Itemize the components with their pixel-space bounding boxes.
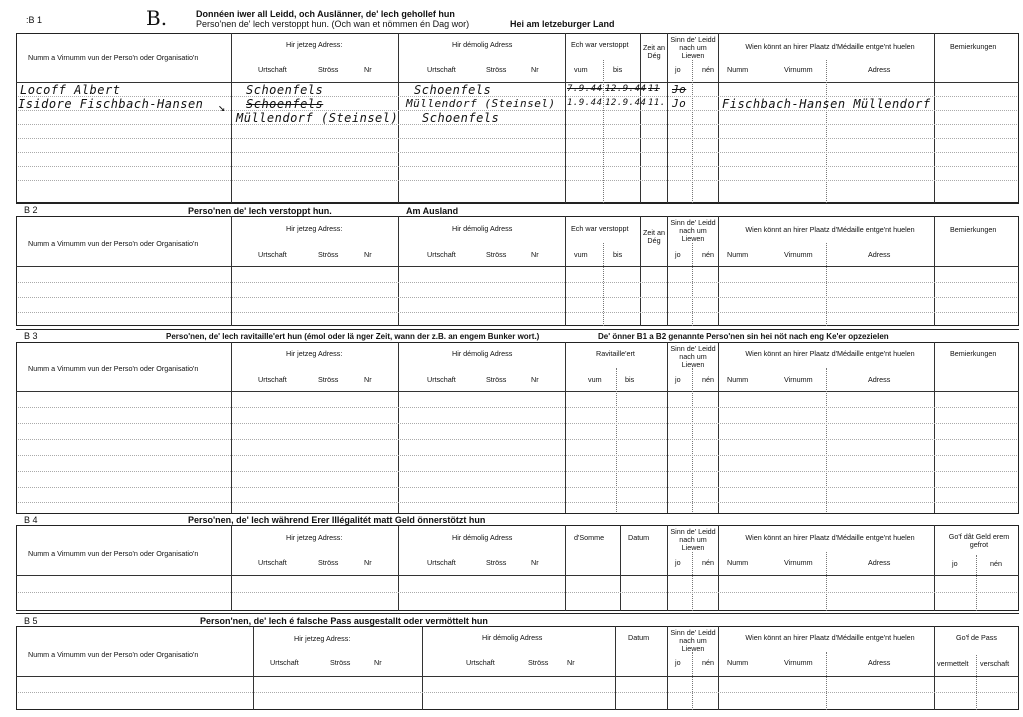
b2-hdr-days: Zeit an Dég xyxy=(643,228,665,245)
b1-hdr-mfirst: Virnumm xyxy=(784,65,813,74)
b5-hdr-no: nén xyxy=(702,658,714,667)
b4-hdr-town2: Urtschaft xyxy=(427,558,456,567)
b4-hdr-former: Hir démolig Adress xyxy=(452,533,513,542)
b4-hdr-street2: Ströss xyxy=(486,558,507,567)
b2-hdr-street2: Ströss xyxy=(486,250,507,259)
b1-hdr-medal: Wien könnt an hirer Plaatz d'Médaille entge'nt huelen xyxy=(745,42,915,51)
b5-hdr-former: Hir démolig Adress xyxy=(482,633,543,642)
b4-hdr-date: Datum xyxy=(628,533,650,542)
b2-place: Am Ausland xyxy=(406,206,459,216)
b1-hdr-from: vum xyxy=(574,65,588,74)
entry-until-2: 12.9.44 xyxy=(605,98,647,108)
b5-hdr-date: Datum xyxy=(628,633,650,642)
b1-hdr-street2: Ströss xyxy=(486,65,507,74)
b2-hdr-medal: Wien könnt an hirer Plaatz d'Médaille entge'nt huelen xyxy=(745,225,915,234)
b4-hdr-suffered: Sinn de' Leidd nach um Liewen xyxy=(670,527,716,552)
b2-hdr-town: Urtschaft xyxy=(258,250,287,259)
b2-hdr-maddress: Adress xyxy=(868,250,891,259)
b2-hdr-nr: Nr xyxy=(364,250,372,259)
b4-hdr-mfirst: Virnumm xyxy=(784,558,813,567)
b3-hdr-from: vum xyxy=(588,375,602,384)
b2-label: B 2 xyxy=(24,205,38,215)
entry-old-2: Müllendorf (Steinsel) xyxy=(406,97,556,110)
b5-hdr-mname: Numm xyxy=(727,658,749,667)
b2-hdr-hidden: Ech war verstoppt xyxy=(571,224,629,233)
b2-hdr-street: Ströss xyxy=(318,250,339,259)
b5-hdr-passport: Go'f de Pass xyxy=(956,633,997,642)
b5-hdr-town: Urtschaft xyxy=(270,658,299,667)
b5-hdr-maddress: Adress xyxy=(868,658,891,667)
b3-hdr-supplied: Ravitaille'ert xyxy=(596,349,635,358)
b2-hdr-suffered: Sinn de' Leidd nach um Liewen xyxy=(670,218,716,243)
intro-place: Hei am letzeburger Land xyxy=(510,19,615,29)
b1-hdr-yes: jo xyxy=(675,65,681,74)
b5-title-bar xyxy=(16,613,1019,627)
b2-hdr-mfirst: Virnumm xyxy=(784,250,813,259)
b2-hdr-current: Hir jetzeg Adress: xyxy=(286,224,343,233)
b1-hdr-town2: Urtschaft xyxy=(427,65,456,74)
page-id: :B 1 xyxy=(26,15,43,25)
b3-hdr-town: Urtschaft xyxy=(258,375,287,384)
b3-hdr-name: Numm a Virnumm vun der Perso'n oder Organisatio'n xyxy=(28,364,199,373)
entry-days-1: 11 xyxy=(648,84,660,94)
b4-hdr-current: Hir jetzeg Adress: xyxy=(286,533,343,542)
b2-hdr-nr2: Nr xyxy=(531,250,539,259)
b3-hdr-no: nén xyxy=(702,375,714,384)
b5-hdr-yes: jo xyxy=(675,658,681,667)
b2-hdr-no: nén xyxy=(702,250,714,259)
entry-days-2: 11. xyxy=(648,98,666,108)
b1-hdr-name: Numm a Virnumm vun der Perso'n oder Organisatio'n xyxy=(28,53,199,62)
b3-note: De' önner B1 a B2 genannte Perso'nen sin hei nöt nach eng Ke'er opzezielen xyxy=(598,332,889,341)
b5-hdr-nr2: Nr xyxy=(567,658,575,667)
entry-name-2: Isidore Fischbach-Hansen xyxy=(18,97,204,111)
b3-hdr-street2: Ströss xyxy=(486,375,507,384)
b3-title: Perso'nen, de' lech ravitaille'ert hun (émol oder lä nger Zeit, wann der z.B. an engem Bunker wort.) xyxy=(166,332,540,341)
b1-hdr-former: Hir démolig Adress xyxy=(452,40,513,49)
b4-hdr-no2: nén xyxy=(990,559,1002,568)
b1-hdr-no: nén xyxy=(702,65,714,74)
b3-hdr-mfirst: Virnumm xyxy=(784,375,813,384)
b3-hdr-until: bis xyxy=(625,375,635,384)
entry-from-2: 1.9.44 xyxy=(567,98,603,108)
b3-hdr-suffered: Sinn de' Leidd nach um Liewen xyxy=(670,344,716,369)
b3-hdr-medal: Wien könnt an hirer Plaatz d'Médaille entge'nt huelen xyxy=(745,349,915,358)
b4-hdr-town: Urtschaft xyxy=(258,558,287,567)
b1-hdr-mname: Numm xyxy=(727,65,749,74)
b1-hdr-hidden: Ech war verstoppt xyxy=(571,40,629,49)
b1-hdr-days: Zeit an Dég xyxy=(643,43,665,60)
b4-hdr-nr2: Nr xyxy=(531,558,539,567)
b4-hdr-name: Numm a Virnumm vun der Perso'n oder Organisatio'n xyxy=(28,549,199,558)
b2-hdr-name: Numm a Virnumm vun der Perso'n oder Organisatio'n xyxy=(28,239,199,248)
b5-hdr-suffered: Sinn de' Leidd nach um Liewen xyxy=(670,628,716,653)
b2-title: Perso'nen de' lech verstoppt hun. xyxy=(188,206,332,216)
b3-hdr-mname: Numm xyxy=(727,375,749,384)
b2-hdr-until: bis xyxy=(613,250,623,259)
b3-hdr-street: Ströss xyxy=(318,375,339,384)
form-letter: B. xyxy=(146,6,168,30)
b3-label: B 3 xyxy=(24,331,38,341)
b3-hdr-remarks: Bemierkungen xyxy=(950,349,997,358)
b5-hdr-street2: Ströss xyxy=(528,658,549,667)
entry-cur-1: Schoenfels xyxy=(246,83,324,97)
entry-name-1: Locoff Albert xyxy=(20,83,121,97)
entry-old-1: Schoenfels xyxy=(414,83,492,97)
b5-hdr-mfirst: Virnumm xyxy=(784,658,813,667)
b4-hdr-yes: jo xyxy=(675,558,681,567)
b5-title: Person'nen, de' lech é falsche Pass ausgestallt oder vermöttelt hun xyxy=(200,616,488,626)
b4-hdr-maddress: Adress xyxy=(868,558,891,567)
b3-hdr-yes: jo xyxy=(675,375,681,384)
b4-title: Perso'nen, de' lech während Erer Illégalitét matt Geld önnerstötzt hun xyxy=(188,515,486,525)
b3-hdr-current: Hir jetzeg Adress: xyxy=(286,349,343,358)
b4-hdr-mname: Numm xyxy=(727,558,749,567)
b3-hdr-nr2: Nr xyxy=(531,375,539,384)
intro-line-1: Donnéen iwer all Leidd, och Auslänner, de' lech gehollef hun xyxy=(196,9,455,19)
b1-hdr-until: bis xyxy=(613,65,623,74)
b4-hdr-no: nén xyxy=(702,558,714,567)
entry-medal: Fischbach-Hansen Müllendorf xyxy=(722,97,931,111)
b5-hdr-name: Numm a Virnumm vun der Perso'n oder Organisatio'n xyxy=(28,650,199,659)
b3-hdr-nr: Nr xyxy=(364,375,372,384)
b1-hdr-current: Hir jetzeg Adress: xyxy=(286,40,343,49)
b2-hdr-mname: Numm xyxy=(727,250,749,259)
entry-from-1: 7.9.44 xyxy=(567,84,603,94)
b4-hdr-money-back: Go'f dât Geld erem gefrot xyxy=(948,532,1010,549)
b5-label: B 5 xyxy=(24,616,38,626)
b4-hdr-street: Ströss xyxy=(318,558,339,567)
b2-hdr-town2: Urtschaft xyxy=(427,250,456,259)
b5-hdr-medal: Wien könnt an hirer Plaatz d'Médaille entge'nt huelen xyxy=(745,633,915,642)
b1-hdr-suffered: Sinn de' Leidd nach um Liewen xyxy=(670,35,716,60)
b4-hdr-medal: Wien könnt an hirer Plaatz d'Médaille entge'nt huelen xyxy=(745,533,915,542)
b5-hdr-current: Hir jetzeg Adress: xyxy=(294,634,351,643)
b4-hdr-yes2: jo xyxy=(952,559,958,568)
b4-label: B 4 xyxy=(24,515,38,525)
b4-hdr-nr: Nr xyxy=(364,558,372,567)
b1-hdr-remarks: Bemierkungen xyxy=(950,42,997,51)
b4-hdr-amount: d'Somme xyxy=(574,533,605,542)
intro-line-2: Perso'nen de' lech verstoppt hun. (Och wan et nömmen én Dag wor) xyxy=(196,19,470,29)
b1-hdr-town: Urtschaft xyxy=(258,65,287,74)
b3-hdr-town2: Urtschaft xyxy=(427,375,456,384)
entry-cur-3: Müllendorf (Steinsel) xyxy=(236,111,399,125)
b5-hdr-town2: Urtschaft xyxy=(466,658,495,667)
arrow-icon: ↘ xyxy=(218,100,226,114)
b1-hdr-street: Ströss xyxy=(318,65,339,74)
b5-hdr-nr: Nr xyxy=(374,658,382,667)
b2-hdr-former: Hir démolig Adress xyxy=(452,224,513,233)
b3-hdr-maddress: Adress xyxy=(868,375,891,384)
b2-hdr-from: vum xyxy=(574,250,588,259)
entry-cur-2: Schoenfels xyxy=(246,97,324,111)
b5-hdr-forged: verschaft xyxy=(980,659,1010,668)
b1-hdr-maddress: Adress xyxy=(868,65,891,74)
entry-until-1: 12.9.44 xyxy=(605,84,647,94)
b2-hdr-yes: jo xyxy=(675,250,681,259)
entry-old-3: Schoenfels xyxy=(422,111,500,125)
b2-title-bar xyxy=(16,203,1019,217)
entry-yes-1: Jo xyxy=(672,83,687,96)
b5-hdr-issued: vermettelt xyxy=(937,659,969,668)
entry-yes-2: Jo xyxy=(672,97,687,110)
b3-hdr-former: Hir démolig Adress xyxy=(452,349,513,358)
b1-hdr-nr2: Nr xyxy=(531,65,539,74)
b1-hdr-nr: Nr xyxy=(364,65,372,74)
b5-hdr-street: Ströss xyxy=(330,658,351,667)
b2-hdr-remarks: Bemierkungen xyxy=(950,225,997,234)
